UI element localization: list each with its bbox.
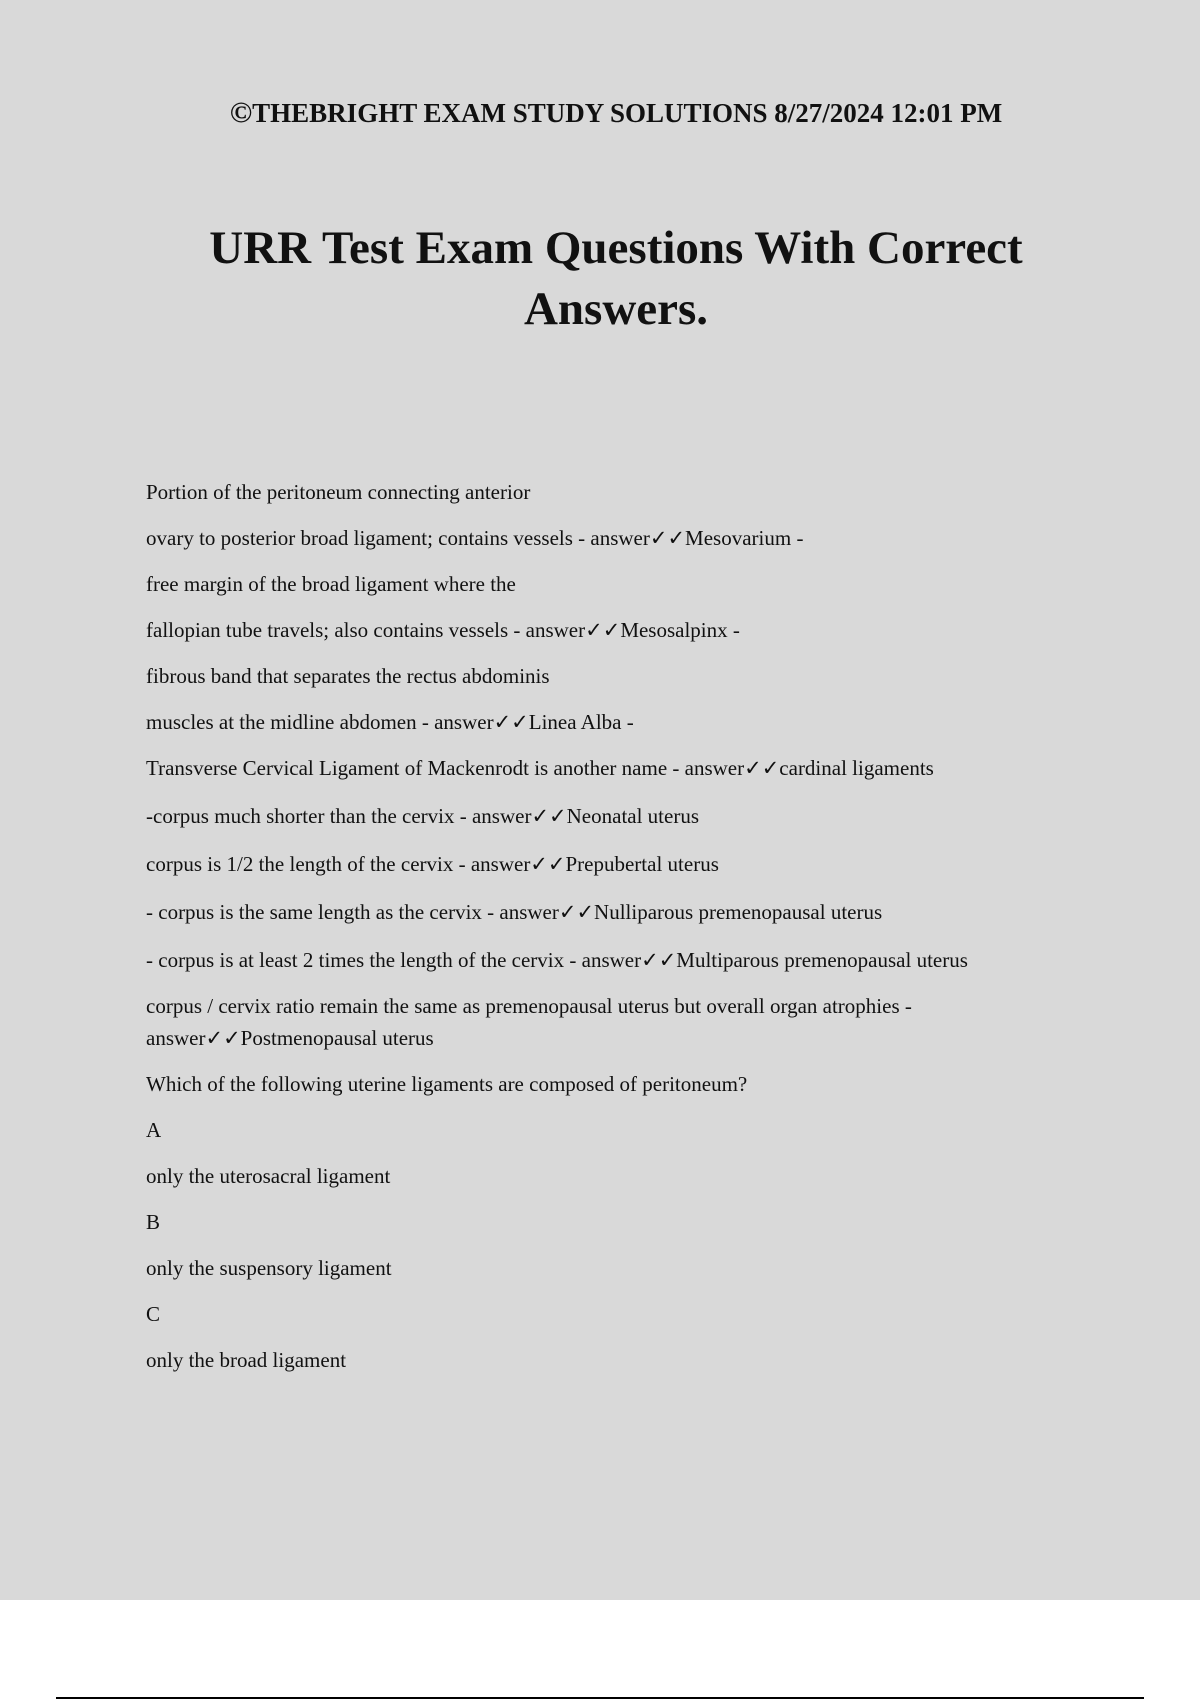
option-text: only the broad ligament [146, 1348, 347, 1372]
document-title: URR Test Exam Questions With Correct Answers. [209, 222, 1023, 335]
text-line: - corpus is at least 2 times the length of the cervix - answer✓✓Multiparous premenopausal uterus [146, 948, 968, 972]
text-line: Portion of the peritoneum connecting anterior [146, 480, 531, 504]
text-line: fallopian tube travels; also contains vessels - answer✓✓Mesosalpinx - [146, 618, 740, 642]
text-line: - corpus is the same length as the cervix - answer✓✓Nulliparous premenopausal uterus [146, 900, 883, 924]
option-letter: B [146, 1210, 161, 1234]
option-text: only the suspensory ligament [146, 1256, 392, 1280]
copyright-symbol: © [229, 96, 253, 129]
text-line: ovary to posterior broad ligament; contains vessels - answer✓✓Mesovarium - [146, 526, 804, 550]
option-letter: A [146, 1118, 162, 1142]
text-line: fibrous band that separates the rectus abdominis [146, 664, 550, 688]
text-line: free margin of the broad ligament where the [146, 572, 516, 596]
document-body [146, 476, 1066, 1390]
header-text: THEBRIGHT EXAM STUDY SOLUTIONS 8/27/2024 12:01 PM [252, 98, 1003, 128]
text-line: muscles at the midline abdomen - answer✓✓Linea Alba - [146, 710, 634, 734]
text-line: corpus is 1/2 the length of the cervix - answer✓✓Prepubertal uterus [146, 852, 719, 876]
option-letter: C [146, 1302, 161, 1326]
text-line: corpus / cervix ratio remain the same as premenopausal uterus but overall organ atrophies - answer✓✓Postmenopausal uterus [146, 994, 912, 1050]
text-line: Transverse Cervical Ligament of Mackenrodt is another name - answer✓✓cardinal ligaments [146, 756, 934, 780]
question-text: Which of the following uterine ligaments are composed of peritoneum? [146, 1072, 748, 1096]
text-line: -corpus much shorter than the cervix - answer✓✓Neonatal uterus [146, 804, 700, 828]
page-footer-rule [56, 1697, 1144, 1699]
option-text: only the uterosacral ligament [146, 1164, 391, 1188]
document-header [0, 96, 1200, 130]
